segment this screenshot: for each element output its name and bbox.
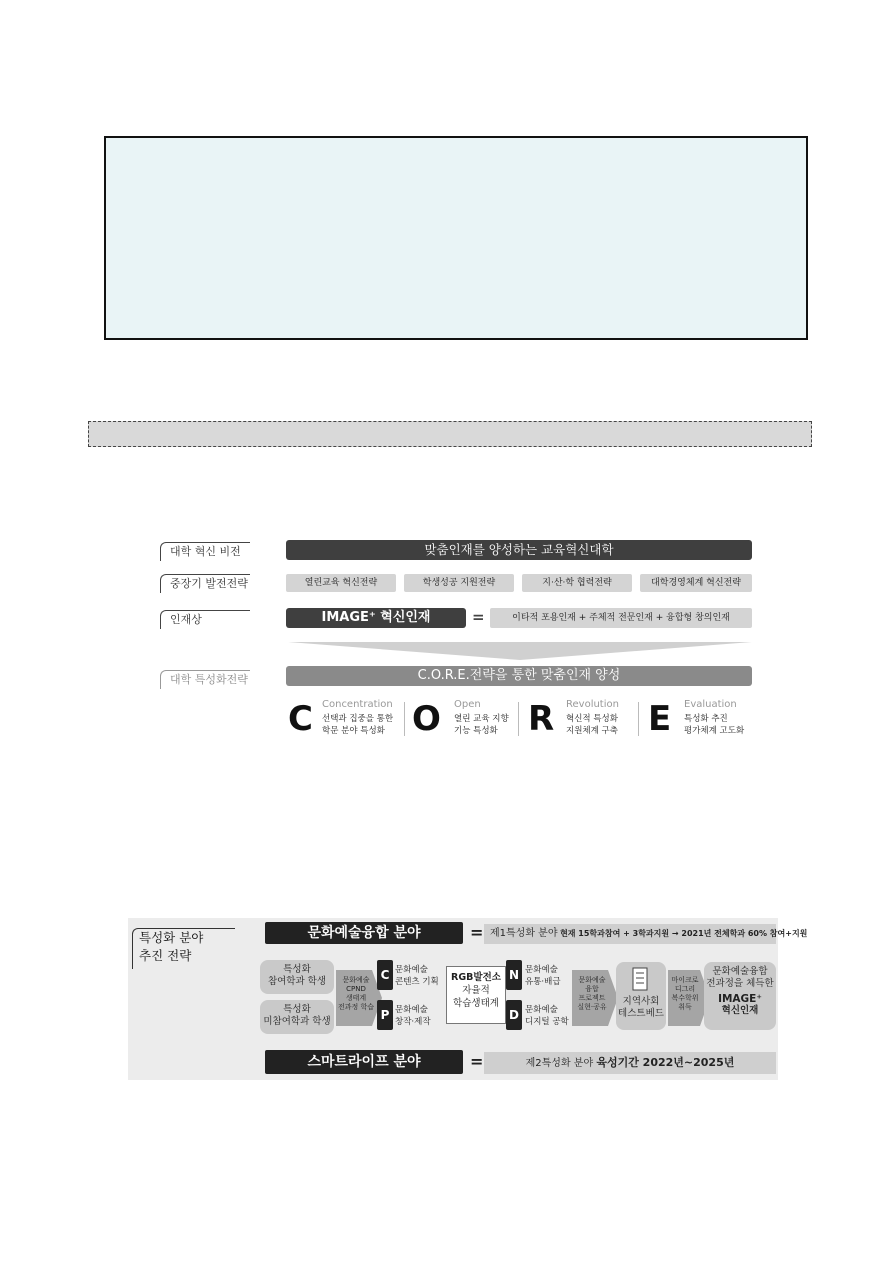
testbed-line: 테스트베드 [618,1008,664,1019]
strategy-1: 열린교육 혁신전략 [286,574,396,592]
core-letter-e: E [648,699,672,739]
n-line: 유통·배급 [525,977,561,987]
vision-strategy-figure [160,536,756,744]
building-icon [629,966,653,992]
arrow1-line: 문화예술 [342,976,370,984]
talent-description: 이타적 포용인재 + 주체적 전문인재 + 융합형 창의인재 [490,608,752,628]
divider [518,702,519,736]
arrow1-text [336,976,376,1012]
c-text [395,964,445,988]
arrow3-line: 디그리 [674,985,696,993]
equals-sign: = [470,1052,484,1071]
arrow1-line: 생태계 [345,994,367,1002]
p-letter: P [377,1000,393,1030]
section-heading-bar [88,421,812,447]
core-desc-r1: 혁신적 특성화 [566,714,618,724]
label-line-2: 추진 전략 [139,948,192,963]
result-box [704,962,776,1030]
label-specialization: 대학 특성화전략 [160,670,250,689]
core-desc-o2: 기능 특성화 [454,726,498,736]
vision-bar: 맞춤인재를 양성하는 교육혁신대학 [286,540,752,560]
field1-description [484,924,808,944]
result-line: 문화예술융합 [712,966,768,977]
result-line: IMAGE⁺ [718,993,762,1005]
label-vision: 대학 혁신 비전 [160,542,250,561]
core-title-o: Open [454,699,481,710]
rgb-center-box [446,966,506,1024]
arrow3-line: 복수학위 [671,994,699,1002]
core-desc-c2: 학문 분야 특성화 [322,726,385,736]
field1-desc-b: 현재 15학과참여 + 3학과지원 → 2021년 전체학과 60% 참여+지원 [560,929,808,938]
p-text [395,1004,445,1028]
core-desc-e2: 평가체계 고도화 [684,726,745,736]
specialization-figure [128,918,808,1080]
core-strategy-bar: C.O.R.E.전략을 통한 맞춤인재 양성 [286,666,752,686]
core-desc-c1: 선택과 집중을 통한 [322,714,394,724]
d-line: 문화예술 [525,1005,558,1015]
core-letter-o: O [412,699,441,739]
testbed-box [616,962,666,1030]
arrow3-text [668,976,702,1012]
label-strategy: 중장기 발전전략 [160,574,250,593]
equals-sign: = [472,608,485,626]
center-line: 학습생태계 [453,998,499,1009]
arrow2-text [572,976,612,1012]
pill-line: 특성화 [283,1004,311,1015]
core-letter-c: C [288,699,313,739]
field1-tag: 문화예술융합 분야 [265,922,463,944]
c-letter: C [377,960,393,990]
arrow1-line: 전과정 학습 [337,1003,375,1011]
arrow2-line: 실현·공유 [577,1003,607,1011]
arrow1-line: CPND [346,985,366,993]
divider [638,702,639,736]
talent-title-bar: IMAGE⁺ 혁신인재 [286,608,466,628]
center-line: 자율적 [462,985,490,996]
center-line: RGB발전소 [451,972,501,983]
pill-line: 특성화 [283,964,311,975]
core-letter-r: R [528,699,555,739]
d-line: 디지털 공학 [525,1017,569,1027]
n-letter: N [506,960,522,990]
result-line: 혁신인재 [721,1005,759,1016]
n-line: 문화예술 [525,965,558,975]
label-field-strategy [132,928,235,969]
core-desc-e1: 특성화 추진 [684,714,728,724]
strategy-2: 학생성공 지원전략 [404,574,514,592]
result-line: 전과정을 체득한 [706,978,774,989]
field1-desc-a: 제1특성화 분야 [490,928,558,939]
core-title-e: Evaluation [684,699,737,710]
label-talent: 인재상 [160,610,250,629]
divider [404,702,405,736]
c-line: 문화예술 [395,965,428,975]
arrow2-line: 융합 [585,985,599,993]
strategy-4: 대학경영체계 혁신전략 [640,574,752,592]
field2-desc-b: 육성기간 2022년~2025년 [596,1056,735,1069]
participating-students [260,960,334,994]
testbed-line: 지역사회 [622,996,660,1007]
down-arrow-icon [288,642,752,660]
core-title-r: Revolution [566,699,619,710]
pill-line: 미참여학과 학생 [263,1016,331,1027]
arrow3-line: 마이크로 [671,976,699,984]
field2-description [484,1052,776,1074]
strategy-3: 지·산·학 협력전략 [522,574,632,592]
c-line: 콘텐츠 기획 [395,977,439,987]
core-desc-r2: 지원체계 구축 [566,726,618,736]
non-participating-students [260,1000,334,1034]
n-text [525,964,571,988]
core-title-c: Concentration [322,699,393,710]
label-line-1: 특성화 분야 [139,930,204,945]
arrow2-line: 프로젝트 [578,994,606,1002]
d-letter: D [506,1000,522,1030]
core-desc-o1: 열린 교육 지향 [454,714,509,724]
equals-sign: = [470,923,484,942]
field2-desc-a: 제2특성화 분야 [525,1058,594,1069]
d-text [525,1004,571,1028]
field2-tag: 스마트라이프 분야 [265,1050,463,1074]
arrow3-line: 취득 [678,1003,692,1011]
pill-line: 참여학과 학생 [267,976,327,987]
summary-box [104,136,808,340]
p-line: 창작·제작 [395,1017,431,1027]
arrow2-line: 문화예술 [578,976,606,984]
p-line: 문화예술 [395,1005,428,1015]
